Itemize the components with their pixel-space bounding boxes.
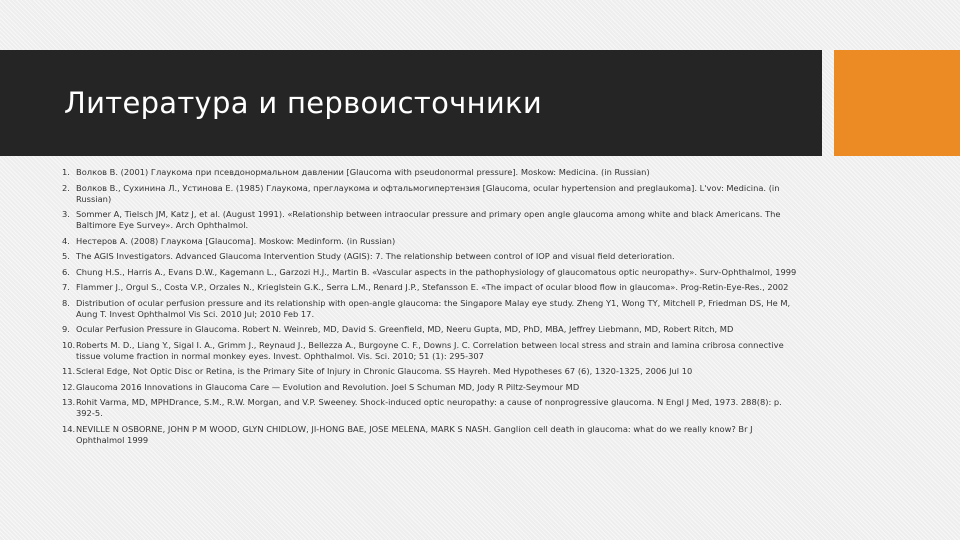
title-bar bbox=[0, 50, 822, 156]
reference-number: 5. bbox=[62, 251, 70, 261]
reference-item bbox=[62, 267, 802, 278]
reference-text: Rohit Varma, MD, MPHDrance, S.M., R.W. Morgan, and V.P. Sweeney. Shock-induced optic neuropathy: a cause of nonprogressive glaucoma. N Engl J Med, 1973. 288(8): p. 392-5. bbox=[76, 397, 782, 418]
reference-text: Ocular Perfusion Pressure in Glaucoma. Robert N. Weinreb, MD, David S. Greenfield, MD, Neeru Gupta, MD, PhD, MBA, Jeffrey Liebmann, MD, Robert Ritch, MD bbox=[76, 324, 734, 334]
reference-item bbox=[62, 298, 802, 320]
reference-item bbox=[62, 424, 802, 446]
reference-item bbox=[62, 236, 802, 247]
reference-number: 12. bbox=[62, 381, 76, 392]
reference-item bbox=[62, 382, 802, 393]
reference-number: 4. bbox=[62, 235, 70, 246]
reference-text: Волков В., Сухинина Л., Устинова Е. (1985) Глаукома, преглаукома и офтальмогипертензия [Glaucoma, ocular hypertension and preglaukoma]. L'vov: Medicina. (in Russian) bbox=[76, 182, 780, 204]
reference-text: Нестеров А. (2008) Глаукома [Glaucoma]. Moskow: Medinform. (in Russian) bbox=[76, 235, 396, 246]
reference-item bbox=[62, 366, 802, 377]
accent-block bbox=[834, 50, 960, 156]
reference-item bbox=[62, 340, 802, 362]
reference-number: 13. bbox=[62, 397, 76, 407]
reference-text: Chung H.S., Harris A., Evans D.W., Kagemann L., Garzozi H.J., Martin B. «Vascular aspects in the pathophysiology of glaucomatous optic neuropathy». Surv-Ophthalmol, 1999 bbox=[76, 266, 797, 277]
reference-number: 6. bbox=[62, 266, 70, 277]
reference-text: Roberts M. D., Liang Y., Sigal I. A., Grimm J., Reynaud J., Bellezza A., Burgoyne C. F., Downs J. C. Correlation between local stress and strain and lamina cribrosa connective tissue volume fraction in normal monkey eyes. Invest. Ophthalmol. Vis. Sci. 2010; 51 (1): 295-307 bbox=[76, 339, 784, 361]
reference-text: Flammer J., Orgul S., Costa V.P., Orzales N., Krieglstein G.K., Serra L.M., Renard J.P., Stefansson E. «The impact of ocular blood flow in glaucoma». Prog-Retin-Eye-Res., 2002 bbox=[76, 282, 789, 292]
reference-text: Distribution of ocular perfusion pressure and its relationship with open-angle glaucoma: the Singapore Malay eye study. Zheng Y1, Wong TY, Mitchell P, Friedman DS, He M, Aung T. Invest Ophthalmol Vis Sci. 2010 Jul; 2010 Feb 17. bbox=[76, 297, 791, 319]
reference-text: Sommer A, Tielsch JM, Katz J, et al. (August 1991). «Relationship between intraocular pressure and primary open angle glaucoma among white and black Americans. The Baltimore Eye Survey». Arch Ophthalmol. bbox=[76, 209, 781, 230]
reference-number: 2. bbox=[62, 182, 70, 193]
reference-text: The AGIS Investigators. Advanced Glaucoma Intervention Study (AGIS): 7. The relationship between control of IOP and visual field deterioration. bbox=[76, 251, 675, 261]
reference-text: NEVILLE N OSBORNE, JOHN P M WOOD, GLYN CHIDLOW, JI-HONG BAE, JOSE MELENA, MARK S NASH. Ganglion cell death in glaucoma: what do we really know? Br J Ophthalmol 1999 bbox=[76, 423, 753, 445]
reference-number: 8. bbox=[62, 297, 70, 308]
reference-item bbox=[62, 251, 802, 262]
reference-item bbox=[62, 167, 802, 178]
reference-number: 7. bbox=[62, 282, 70, 292]
reference-number: 3. bbox=[62, 209, 70, 219]
reference-item bbox=[62, 282, 802, 293]
reference-number: 14. bbox=[62, 423, 76, 434]
reference-number: 10. bbox=[62, 339, 76, 350]
reference-text: Scleral Edge, Not Optic Disc or Retina, is the Primary Site of Injury in Chronic Glaucoma. SS Hayreh. Med Hypotheses 67 (6), 1320-1325, 2006 Jul 10 bbox=[76, 366, 693, 376]
reference-text: Glaucoma 2016 Innovations in Glaucoma Care — Evolution and Revolution. Joel S Schuman MD, Jody R Piltz-Seymour MD bbox=[76, 381, 580, 392]
reference-item bbox=[62, 324, 802, 335]
slide-title: Литература и первоисточники bbox=[64, 86, 542, 120]
reference-item bbox=[62, 397, 802, 419]
reference-list bbox=[62, 167, 802, 450]
reference-number: 1. bbox=[62, 167, 70, 177]
reference-number: 11. bbox=[62, 366, 76, 376]
reference-text: Волков В. (2001) Глаукома при псевдонормальном давлении [Glaucoma with pseudonormal pressure]. Moskow: Medicina. (in Russian) bbox=[76, 167, 650, 177]
reference-number: 9. bbox=[62, 324, 70, 334]
reference-item bbox=[62, 183, 802, 205]
reference-item bbox=[62, 209, 802, 231]
